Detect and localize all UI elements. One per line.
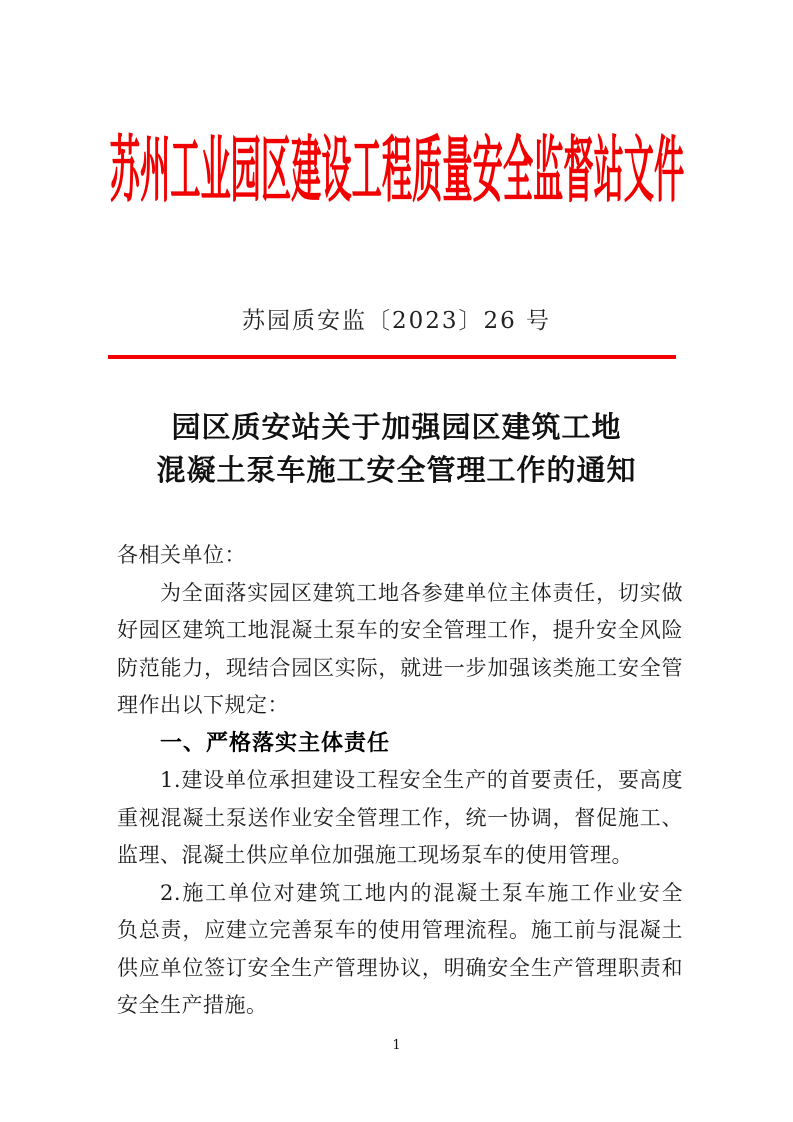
body-line: 理作出以下规定： [117,693,289,717]
document-title-line1: 园区质安站关于加强园区建筑工地 [171,410,622,444]
body-line: 重视混凝土泵送作业安全管理工作，统一协调，督促施工、 [117,805,683,830]
body-line: 监理、混凝土供应单位加强施工现场泵车的使用管理。 [117,843,633,867]
document-title-line2: 混凝土泵车施工安全管理工作的通知 [156,453,637,487]
body-line: 安全生产措施。 [117,993,268,1017]
body-line: 各相关单位： [117,543,246,567]
document-number: 苏园质安监〔2023〕26 号 [241,308,552,334]
document-title [0,406,793,492]
body-line: 防范能力，现结合园区实际，就进一步加强该类施工安全管 [117,655,683,680]
body-line: 供应单位签订安全生产管理协议，明确安全生产管理职责和 [117,955,683,980]
section-heading: 一、严格落实主体责任 [160,730,391,756]
body-line: 负总责，应建立完善泵车的使用管理流程。施工前与混凝土 [117,918,683,942]
document-body [117,537,683,1025]
body-line: 1.建设单位承担建设工程安全生产的首要责任，要高度 [160,768,683,792]
letterhead-title: 苏州工业园区建设工程质量安全监督站文件 [109,127,684,212]
body-line: 好园区建筑工地混凝土泵车的安全管理工作，提升安全风险 [117,618,683,642]
body-line: 为全面落实园区建筑工地各参建单位主体责任，切实做 [160,580,683,605]
separator-line [108,355,676,359]
body-line: 2.施工单位对建筑工地内的混凝土泵车施工作业安全 [160,880,683,905]
letterhead [0,128,793,212]
page-number: 1 [392,1038,401,1053]
